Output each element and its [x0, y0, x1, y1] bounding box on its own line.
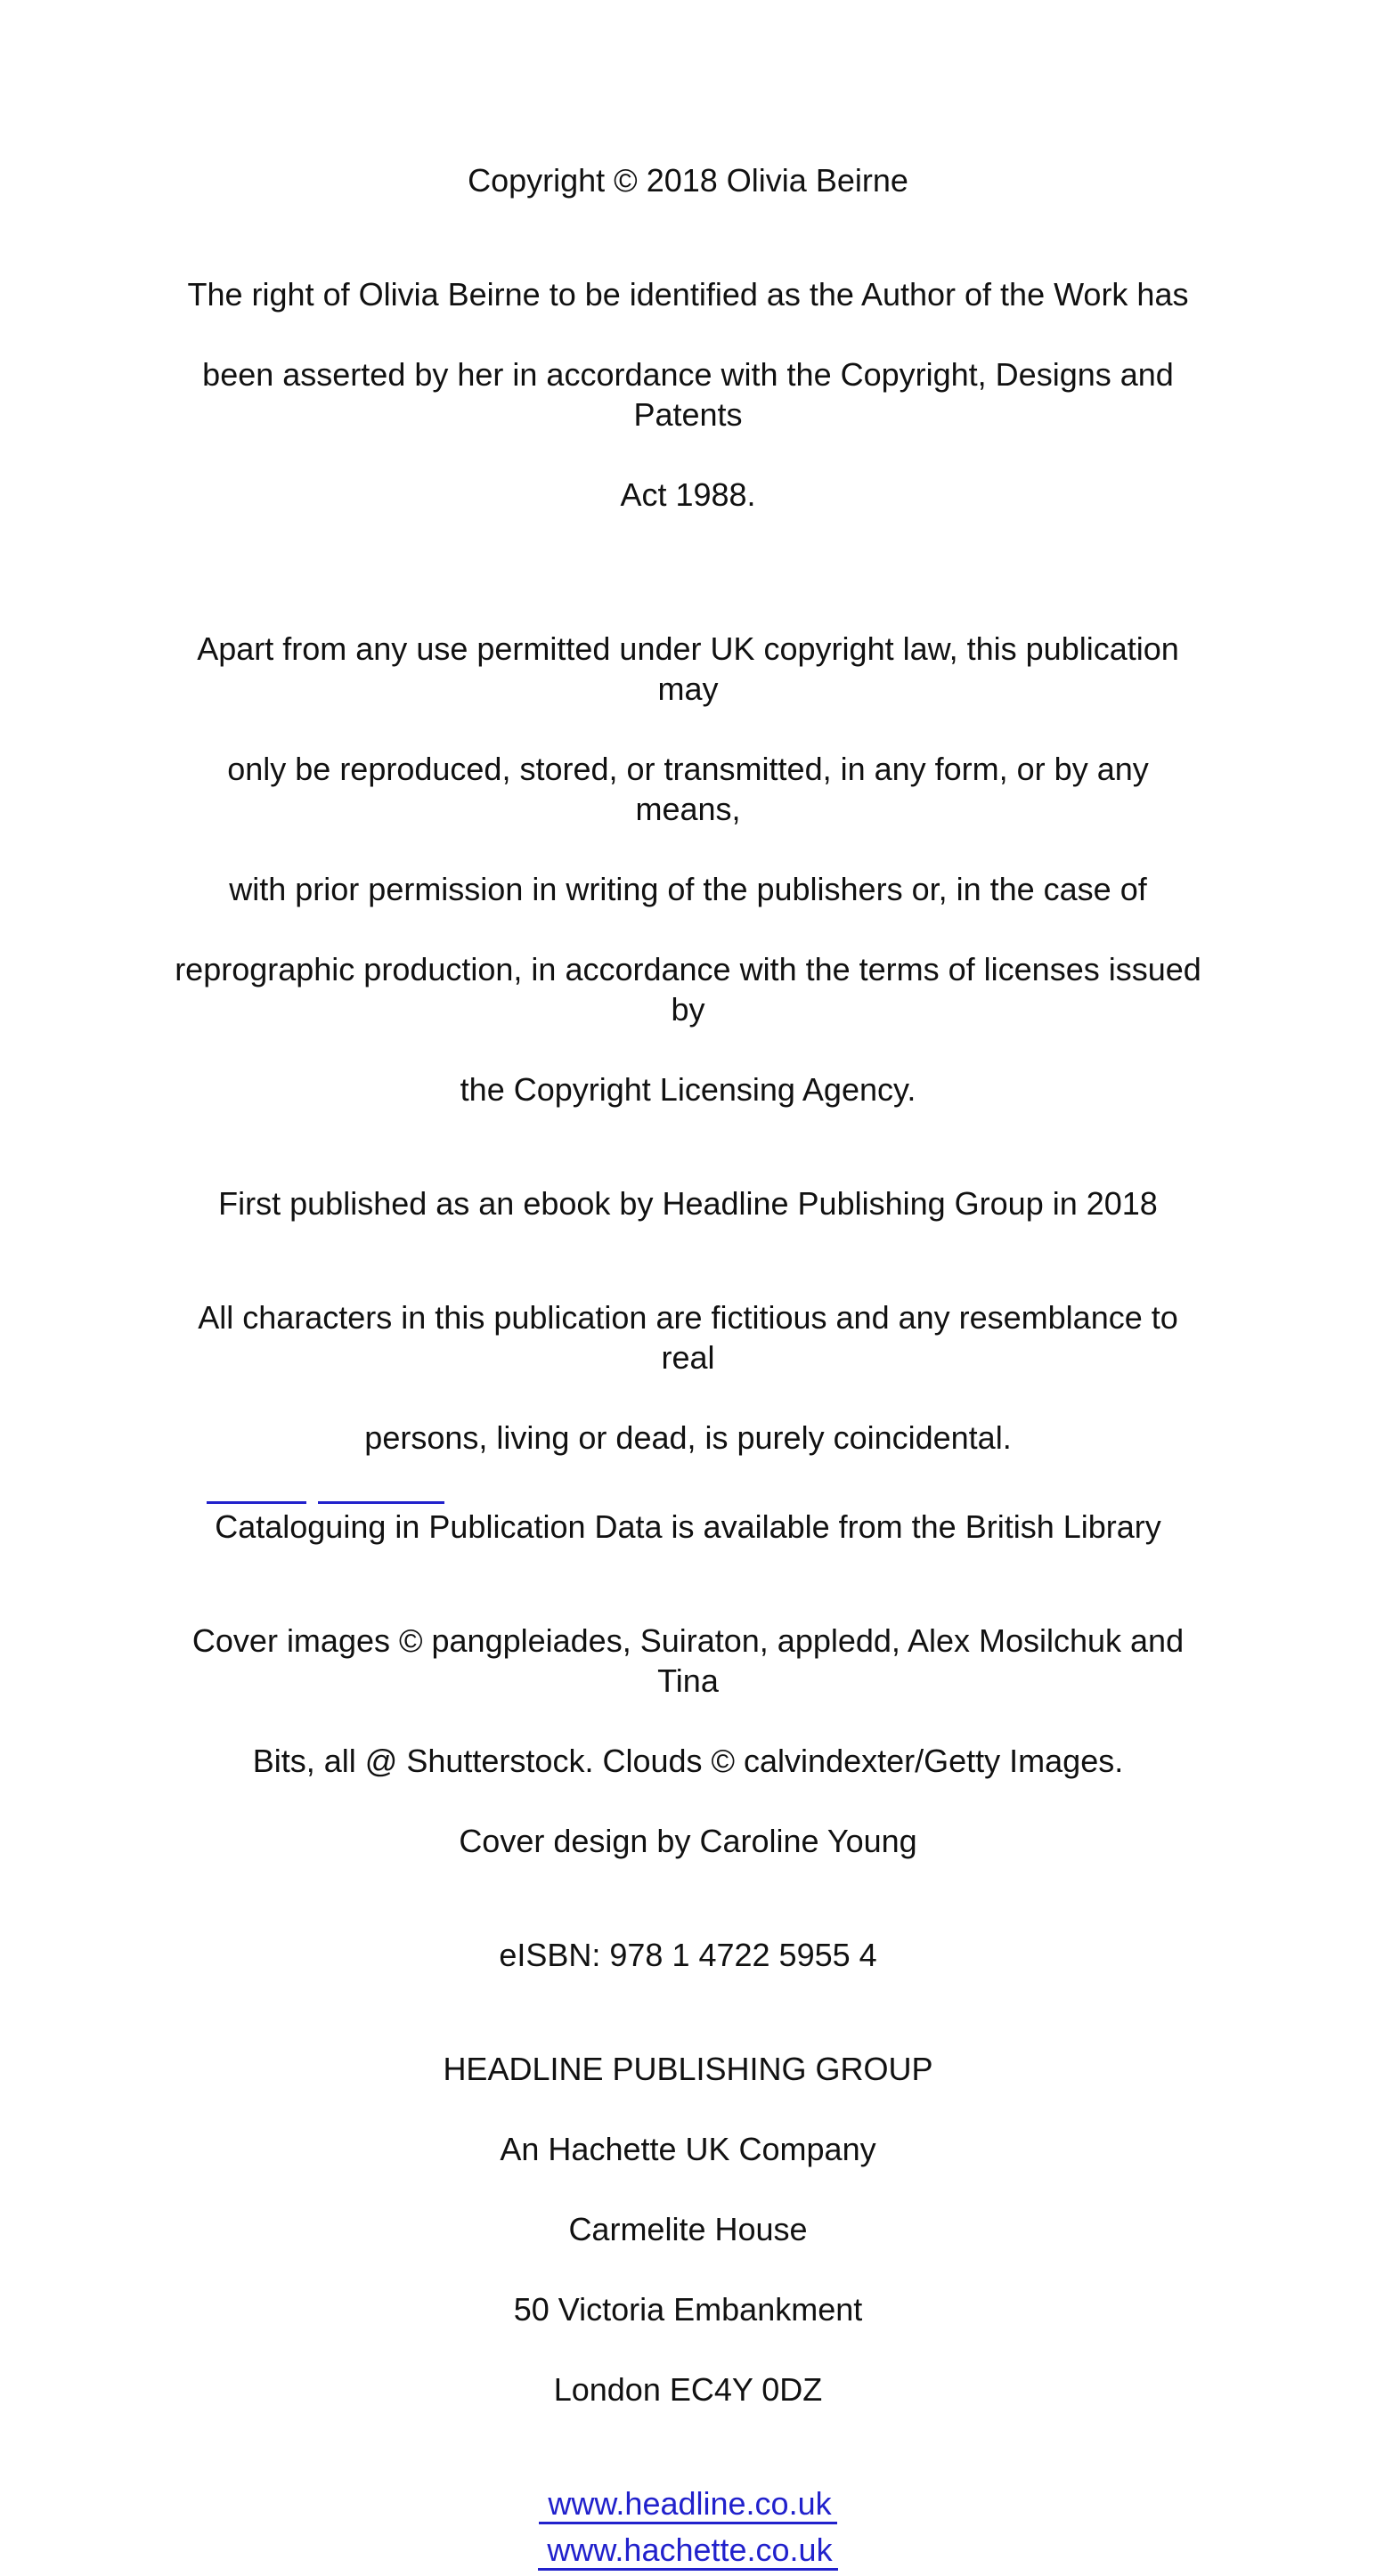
moral-rights-line: been asserted by her in accordance with the Copyright, Designs and Patents: [202, 356, 1174, 433]
fiction-notice-line: persons, living or dead, is purely coincidental.: [364, 1419, 1012, 1456]
cover-credits-line: Cover images © pangpleiades, Suiraton, appledd, Alex Mosilchuk and Tina: [191, 1622, 1185, 1699]
headline-link-wrap: [174, 2483, 1202, 2530]
moral-rights-statement: [174, 234, 1202, 555]
publisher-company: An Hachette UK Company: [500, 2131, 876, 2167]
fiction-notice-line: All characters in this publication are fictitious and any resemblance to real: [198, 1299, 1178, 1376]
publisher-name: HEADLINE PUBLISHING GROUP: [443, 2051, 933, 2087]
empty-link-underline[interactable]: [318, 1501, 444, 1504]
copyright-line: Copyright © 2018 Olivia Beirne: [468, 162, 908, 199]
empty-link-underline[interactable]: [207, 1501, 306, 1504]
permissions-line: with prior permission in writing of the publishers or, in the case of: [229, 871, 1147, 907]
permissions-line: Apart from any use permitted under UK copyright law, this publication may: [197, 630, 1179, 707]
permissions-line: only be reproduced, stored, or transmitted, in any form, or by any means,: [227, 751, 1149, 827]
moral-rights-line: The right of Olivia Beirne to be identified as the Author of the Work has: [187, 276, 1189, 313]
permissions-line: the Copyright Licensing Agency.: [460, 1071, 916, 1108]
permissions-statement: [174, 589, 1202, 1150]
publisher-street: 50 Victoria Embankment: [513, 2291, 863, 2328]
copyright-page: [174, 160, 1202, 2576]
hachette-website-link[interactable]: www.hachette.co.uk: [538, 2532, 837, 2571]
publisher-city: London EC4Y 0DZ: [553, 2371, 823, 2408]
first-published-statement: First published as an ebook by Headline Publishing Group in 2018: [218, 1185, 1158, 1222]
permissions-line: reprographic production, in accordance with the terms of licenses issued by: [175, 951, 1201, 1028]
cover-credits-line: Bits, all @ Shutterstock. Clouds © calvindexter/Getty Images.: [252, 1743, 1124, 1779]
publisher-address: [174, 2009, 1202, 2450]
cataloguing-statement: Cataloguing in Publication Data is available from the British Library: [215, 1508, 1161, 1545]
fiction-notice: [174, 1257, 1202, 1498]
headline-website-link[interactable]: www.headline.co.uk: [539, 2486, 836, 2524]
publisher-building: Carmelite House: [568, 2211, 808, 2247]
cover-credits-line: Cover design by Caroline Young: [459, 1823, 917, 1859]
cover-credits: [174, 1581, 1202, 1901]
isbn: eISBN: 978 1 4722 5955 4: [499, 1937, 877, 1973]
moral-rights-line: Act 1988.: [620, 476, 756, 513]
publisher-links: [174, 2483, 1202, 2576]
hachette-link-wrap: [174, 2530, 1202, 2576]
